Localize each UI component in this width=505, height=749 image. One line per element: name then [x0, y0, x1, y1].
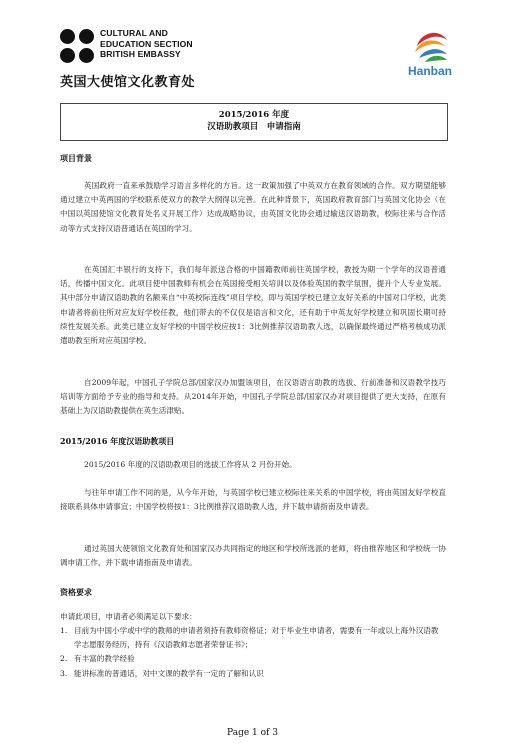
- document-title-box: [60, 103, 448, 141]
- list-item-number: 2.: [60, 654, 68, 664]
- list-item: [60, 652, 446, 666]
- embassy-name-line: CULTURAL AND: [100, 28, 168, 38]
- paragraph-program-3: 通过英国大使领馆文化教育处和国家汉办共同指定的地区和学校所选派的老师，将由推荐地区和学校统一协调申请工作，并下载申请指南及申请表。: [60, 544, 446, 568]
- document-title: 汉语助教项目 申请指南: [207, 122, 301, 132]
- hanban-logo-text: Hanban: [408, 64, 453, 78]
- list-item-text: 能讲标准的普通话，对中文课的教学有一定的了解和认识: [74, 668, 264, 678]
- section-heading-eligibility: 资格要求: [60, 587, 92, 597]
- section-heading-background: 项目背景: [60, 153, 92, 163]
- embassy-dots-icon: [60, 29, 96, 65]
- embassy-name-line: BRITISH EMBASSY: [100, 49, 181, 59]
- eligibility-list: [60, 624, 446, 681]
- paragraph-background-2: 在英国汇丰银行的支持下，我们每年派送合格的中国籍教师前往英国学校，教授为期一个学年的汉语普通话，传播中国文化。此项目使中国教师有机会在英国接受相关培训以及体验英国的教学氛围，提升个人专业发展。其中部分申请汉语助教的名额来自“中英校际连线”项目学校，即与英国学校已建立友好关系的中国对口学校，此类申请者将前往所对应友好学校任教，他们带去的不仅仅是语言和文化，还有助于中英友好学校建立和巩固长期可持续性发展关系。此类已建立友好学校的中国学校应按1：3比例推荐汉语助教人选，以确保最终通过严格考核成功派遣助教至所对应英国学校。: [60, 265, 446, 346]
- paragraph-program-1: 2015/2016 年度的汉语助教项目的选拔工作将从 2 月份开始。: [84, 460, 297, 469]
- paragraph-eligibility-intro: 申请此项目，申请者必须满足以下要求：: [60, 612, 197, 621]
- embassy-name: [100, 28, 260, 60]
- list-item: [60, 667, 446, 681]
- list-item-number: 3.: [60, 668, 68, 678]
- british-embassy-logo: [60, 26, 260, 66]
- document-title-year: 2015/2016 年度: [218, 110, 290, 120]
- paragraph-program-2: 与往年申请工作不同的是，从今年开始，与英国学校已建立校际往来关系的中国学校，将由英国友好学校直接联系具体申请事宜；中国学校将按1：3比例推荐汉语助教人选，并下载申请指南及申请表。: [60, 488, 446, 512]
- list-item: [60, 624, 446, 652]
- embassy-name-chinese: 英国大使馆文化教育处: [60, 75, 196, 90]
- embassy-name-line: EDUCATION SECTION: [100, 38, 193, 49]
- list-item-number: 1.: [60, 626, 68, 635]
- section-heading-program: 2015/2016 年度汉语助教项目: [60, 436, 175, 446]
- paragraph-background-3: 自2009年起，中国孔子学院总部/国家汉办加盟该项目，在汉语语言助教的选拔、行前准备和汉语教学技巧培训等方面给予专业的指导和支持。从2014年开始，中国孔子学院总部/国家汉办对项目提供了更大支持，在原有基础上为汉语助教提供在英生活津贴。: [60, 378, 446, 416]
- paragraph-background-1: 英国政府一直来承鼓励学习语言多样化的方旨。这一政策加强了中英双方在教育领域的合作。双方期望能够通过建立中英两国的学校联系使双方的教学大纲得以完善。在此种背景下，英国政府教育部门与英国文化协会（在中国以英国使馆文化教育处名义开展工作）达成战略协议，由英国文化协会通过输送汉语助教，校际往来与合作活动等方式支持汉语普通话在英国的学习。: [60, 181, 446, 233]
- list-item-text: 目前为中国小学或中学的教师的申请者须持有教师资格证；对于毕业生申请者，需要有一年或以上海外汉语教学志愿服务经历，持有《汉语教师志愿者荣誉证书》；: [74, 626, 439, 650]
- page-number: Page 1 of 3: [227, 728, 278, 738]
- list-item-text: 有丰富的教学经验: [74, 654, 135, 664]
